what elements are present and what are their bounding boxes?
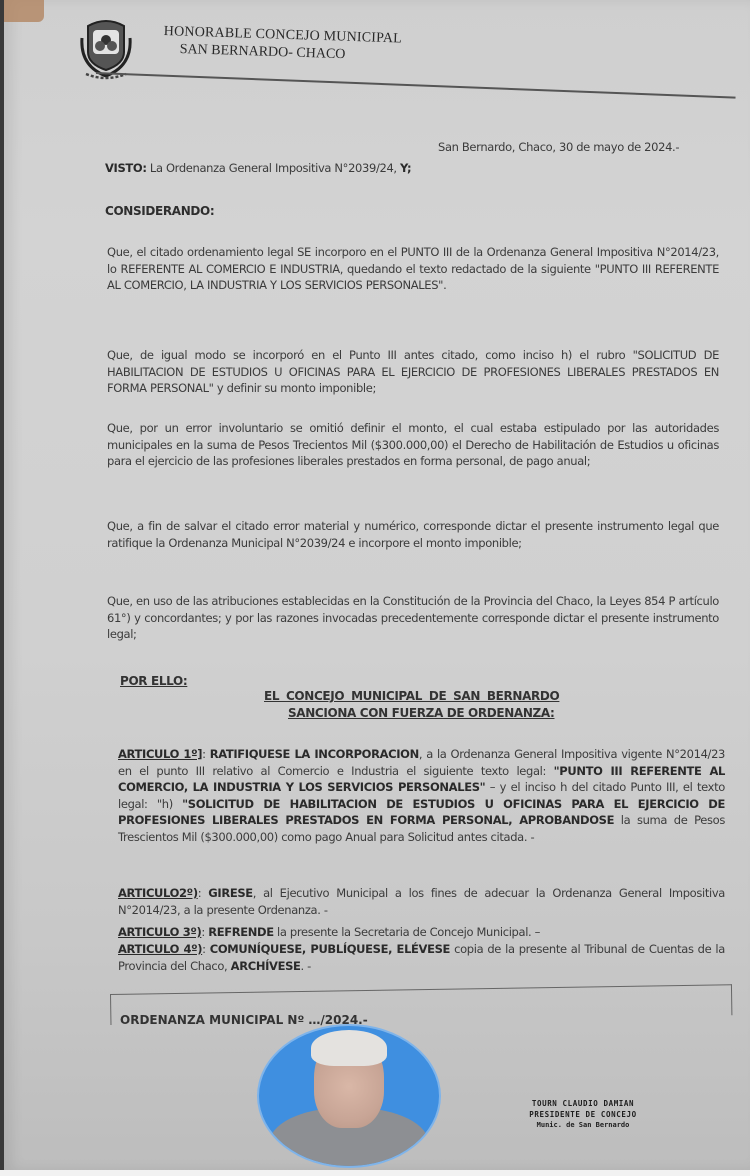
signature-stamp [508, 1098, 658, 1131]
visto-text: La Ordenanza General Impositiva N°2039/24, [146, 161, 401, 175]
articulo-text: la suma de Pesos Trescientos Mil ($300.000,00) como pago Anual para Solicitud antes citada. - [118, 813, 725, 844]
articulo-text: , a la Ordenanza General Impositiva vigente N°2014/23 en el punto III relativo al Comercio e Industria el siguiente texto legal: [118, 747, 725, 778]
photo-bottom-edge [0, 1170, 750, 1176]
letterhead [76, 14, 716, 94]
articulo-label: ARTICULO 1º] [118, 747, 203, 761]
articulo-bold-text: ARCHÍVESE [230, 958, 301, 973]
profile-photo-avatar [257, 1024, 441, 1168]
visto-label: VISTO: [105, 161, 147, 175]
articulo-label: ARTICULO 4º) [118, 942, 203, 956]
articulo-text: . - [300, 958, 311, 973]
articulo-label: ARTICULO 3º) [118, 925, 202, 939]
por-ello-heading: POR ELLO: [120, 674, 188, 688]
articulo-lead: RATIFIQUESE LA INCORPORACION [209, 747, 419, 761]
articulo-lead: COMUNÍQUESE, PUBLÍQUESE, ELÉVESE [209, 942, 451, 956]
signatory-place: Munic. de San Bernardo [536, 1121, 630, 1129]
institution-location: SAN BERNARDO- CHACO [179, 42, 346, 63]
articulo-text: la presente la Secretaria de Concejo Municipal. – [273, 925, 541, 939]
articulo-text: , al Ejecutivo Municipal a los fines de adecuar la Ordenanza General Impositiva N°2014/23, a la presente Ordenanza. - [118, 886, 725, 917]
articulo-sep: : [201, 925, 209, 939]
articulo-label: ARTICULO2º) [118, 886, 198, 900]
considerando-paragraph: Que, el citado ordenamiento legal SE incorporo en el PUNTO III de la Ordenanza General Impositiva N°2014/23, lo REFERENTE AL COMERCIO E INDUSTRIA, quedando el texto redactado de la siguiente "PUNTO III REFERENTE AL COMERCIO, LA INDUSTRIA Y LOS SERVICIOS PERSONALES". [107, 245, 719, 292]
articulo-lead: REFRENDE [208, 925, 274, 939]
considerando-paragraph: Que, de igual modo se incorporó en el Punto III antes citado, como inciso h) el rubro "SOLICITUD DE HABILITACION DE ESTUDIOS U OFICINAS PARA EL EJERCICIO DE PROFESIONES LIBERALES PRESTADOS EN FORMA PERSONAL" y definir su monto imponible; [107, 348, 719, 395]
considerando-heading: CONSIDERANDO: [105, 204, 215, 218]
articulo-bold-text: "PUNTO III REFERENTE AL COMERCIO, LA INDUSTRIA Y LOS SERVICIOS PERSONALES" [118, 763, 725, 794]
articulo-text: copia de la presente al Tribunal de Cuentas de la Provincia del Chaco, [118, 942, 725, 973]
avatar-hair-shape [311, 1030, 387, 1066]
corner-tape [4, 0, 44, 22]
articulo-sep: : [202, 747, 210, 761]
considerando-paragraph: Que, por un error involuntario se omitió definir el monto, el cual estaba estipulado por las autoridades municipales en la suma de Pesos Trecientos Mil ($300.000,00) el Derecho de Habilitación de Estudios u oficinas para el ejercicio de las profesiones liberales prestados en forma personal, de pago anual; [107, 421, 719, 468]
date-line: San Bernardo, Chaco, 30 de mayo de 2024.- [438, 140, 680, 154]
articulo-sep: : [197, 886, 209, 900]
sanciona-line-1: EL CONCEJO MUNICIPAL DE SAN BERNARDO [264, 689, 560, 703]
articulo-4 [118, 941, 725, 974]
signatory-role: PRESIDENTE DE CONCEJO [529, 1110, 637, 1119]
ordenanza-number-label: ORDENANZA MUNICIPAL Nº …/2024.- [120, 1013, 368, 1027]
considerando-paragraph: Que, a fin de salvar el citado error material y numérico, corresponde dictar el presente instrumento legal que ratifique la Ordenanza Municipal N°2039/24 e incorpore el monto imponible; [107, 519, 719, 550]
articulo-text: – y el inciso h del citado Punto III, el texto legal: "h) [118, 780, 725, 811]
visto-line [105, 160, 411, 177]
articulo-2 [118, 885, 725, 918]
visto-suffix: Y; [400, 161, 412, 175]
articulo-1 [118, 746, 725, 845]
considerando-paragraph: Que, en uso de las atribuciones establecidas en la Constitución de la Provincia del Chaco, la Leyes 854 P artículo 61°) y concordantes; y por las razones invocadas precedentemente corresponde dictar el presente instrumento legal; [107, 594, 719, 641]
articulo-lead: GIRESE [208, 886, 253, 900]
sanciona-line-2: SANCIONA CON FUERZA DE ORDENANZA: [288, 706, 555, 720]
signatory-name: TOURN CLAUDIO DAMIAN [531, 1099, 635, 1108]
articulo-bold-text: "SOLICITUD DE HABILITACION DE ESTUDIOS U OFICINAS PARA EL EJERCICIO DE PROFESIONES LIBERALES PRESTADOS EN FORMA PERSONAL, APROBANDOSE [118, 796, 725, 827]
articulo-sep: : [202, 942, 210, 956]
institution-name: HONORABLE CONCEJO MUNICIPAL [163, 24, 403, 47]
articulo-3 [118, 924, 725, 941]
